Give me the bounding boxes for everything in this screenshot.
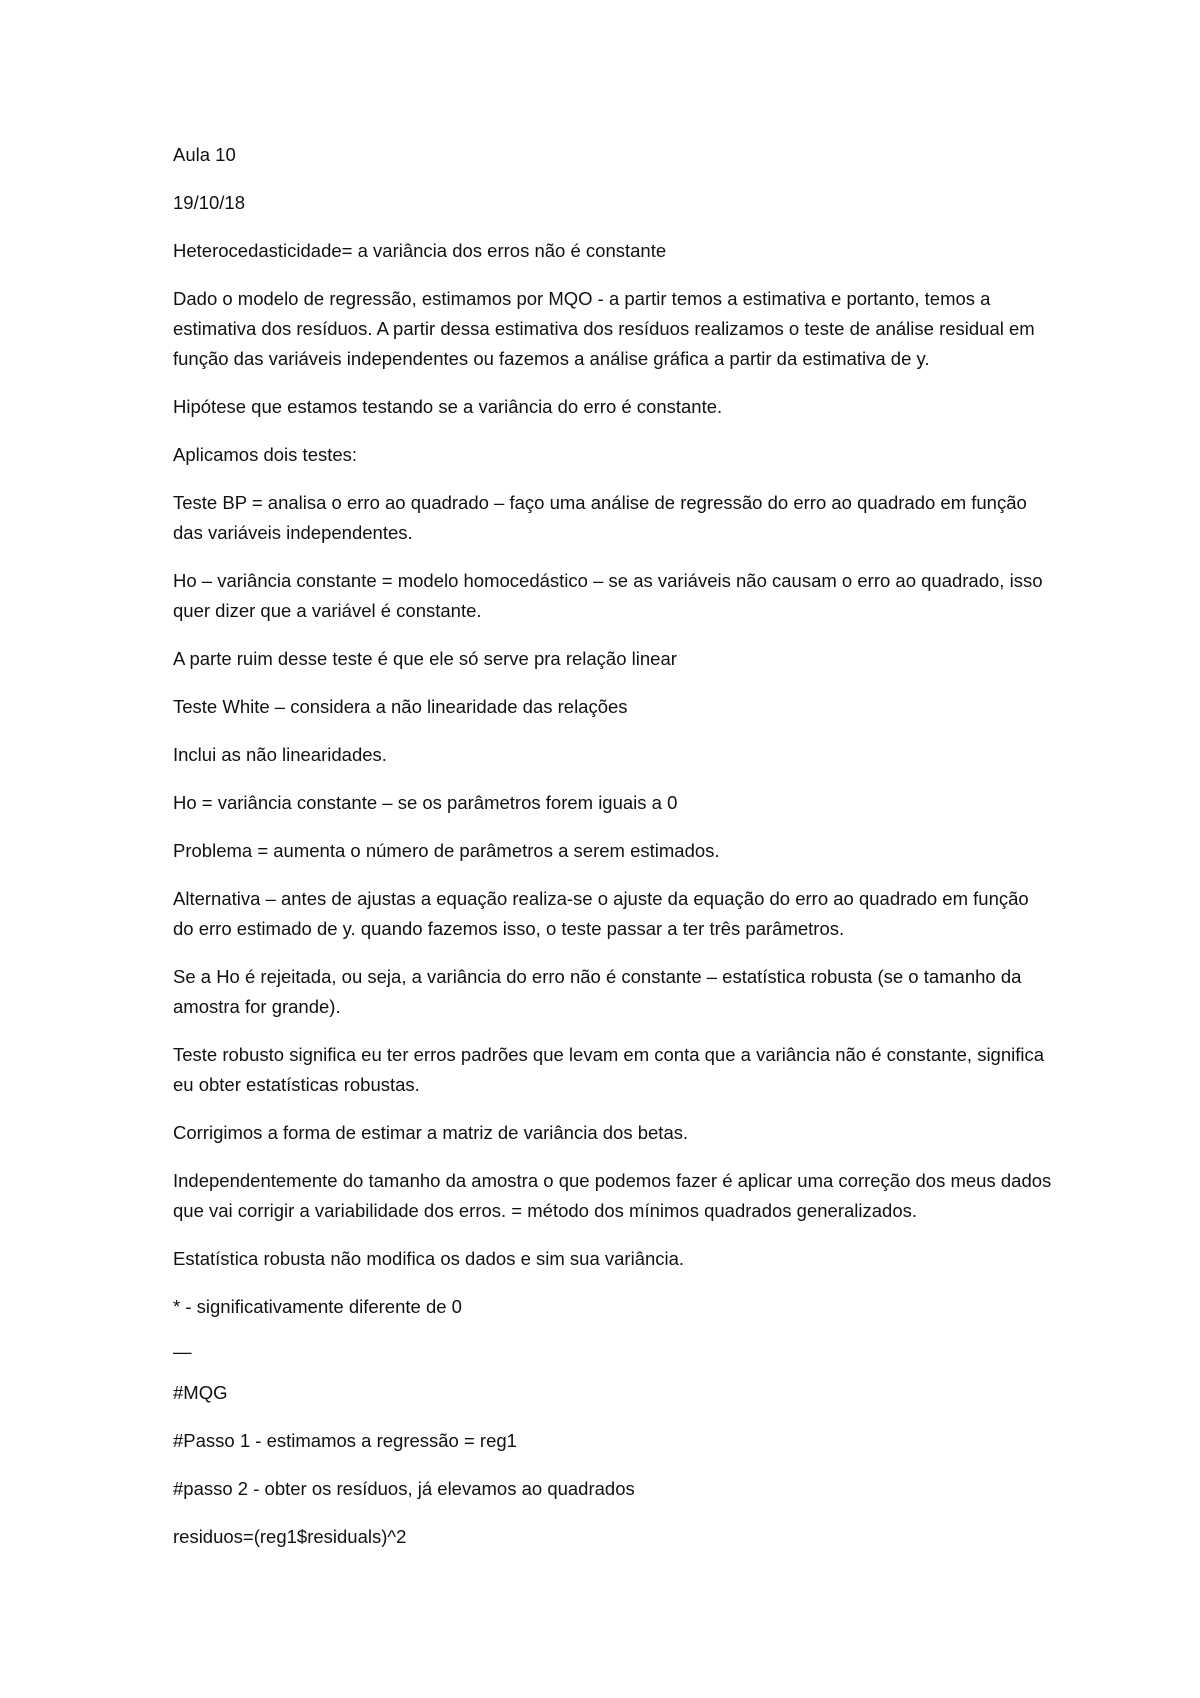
paragraph-nonlinearities: Inclui as não linearidades. xyxy=(173,744,387,765)
paragraph-problem: Problema = aumenta o número de parâmetros a serem estimados. xyxy=(173,840,720,861)
lecture-title: Aula 10 xyxy=(173,144,236,165)
paragraph-generalized-least-squares: Independentemente do tamanho da amostra o que podemos fazer é aplicar uma correção dos meus dados que vai corrigir a variabilidade dos erros. = método dos mínimos quadrados generalizados. xyxy=(173,1170,1052,1221)
paragraph-heteroscedasticity-definition: Heterocedasticidade= a variância dos erros não é constante xyxy=(173,240,667,261)
paragraph-two-tests: Aplicamos dois testes: xyxy=(173,444,358,465)
code-comment-step-2: #passo 2 - obter os resíduos, já elevamos ao quadrados xyxy=(173,1478,635,1499)
paragraph-bp-limitation: A parte ruim desse teste é que ele só serve pra relação linear xyxy=(173,648,677,669)
paragraph-regression-model: Dado o modelo de regressão, estimamos por MQO - a partir temos a estimativa e portanto, temos a estimativa dos resíduos. A partir dessa estimativa dos resíduos realizamos o teste de análise residual em função das variáveis independentes ou fazemos a análise gráfica a partir da estimativa de y. xyxy=(173,288,1035,369)
section-divider: — xyxy=(173,1341,192,1362)
paragraph-ho-parameters: Ho = variância constante – se os parâmetros forem iguais a 0 xyxy=(173,792,678,813)
lecture-date: 19/10/18 xyxy=(173,192,246,213)
paragraph-ho-rejected: Se a Ho é rejeitada, ou seja, a variância do erro não é constante – estatística robusta (se o tamanho da amostra for grande). xyxy=(173,966,1022,1017)
code-comment-step-1: #Passo 1 - estimamos a regressão = reg1 xyxy=(173,1430,517,1451)
paragraph-robust-statistic: Estatística robusta não modifica os dados e sim sua variância. xyxy=(173,1248,685,1269)
paragraph-robust-test: Teste robusto significa eu ter erros padrões que levam em conta que a variância não é constante, significa eu obter estatísticas robustas. xyxy=(173,1044,1045,1095)
code-comment-mqg: #MQG xyxy=(173,1382,228,1403)
paragraph-bp-test: Teste BP = analisa o erro ao quadrado – faço uma análise de regressão do erro ao quadrado em função das variáveis independentes. xyxy=(173,492,1027,543)
paragraph-correct-matrix: Corrigimos a forma de estimar a matriz de variância dos betas. xyxy=(173,1122,689,1143)
paragraph-white-test: Teste White – considera a não linearidade das relações xyxy=(173,696,628,717)
code-residuals-line: residuos=(reg1$residuals)^2 xyxy=(173,1526,407,1547)
paragraph-hypothesis: Hipótese que estamos testando se a variância do erro é constante. xyxy=(173,396,723,417)
paragraph-alternative: Alternativa – antes de ajustas a equação realiza-se o ajuste da equação do erro ao quadrado em função do erro estimado de y. quando fazemos isso, o teste passar a ter três parâmetros. xyxy=(173,888,1029,939)
paragraph-ho-homoscedastic: Ho – variância constante = modelo homocedástico – se as variáveis não causam o erro ao quadrado, isso quer dizer que a variável é constante. xyxy=(173,570,1043,621)
document-page xyxy=(173,140,1053,1570)
paragraph-significance-note: * - significativamente diferente de 0 xyxy=(173,1296,462,1317)
